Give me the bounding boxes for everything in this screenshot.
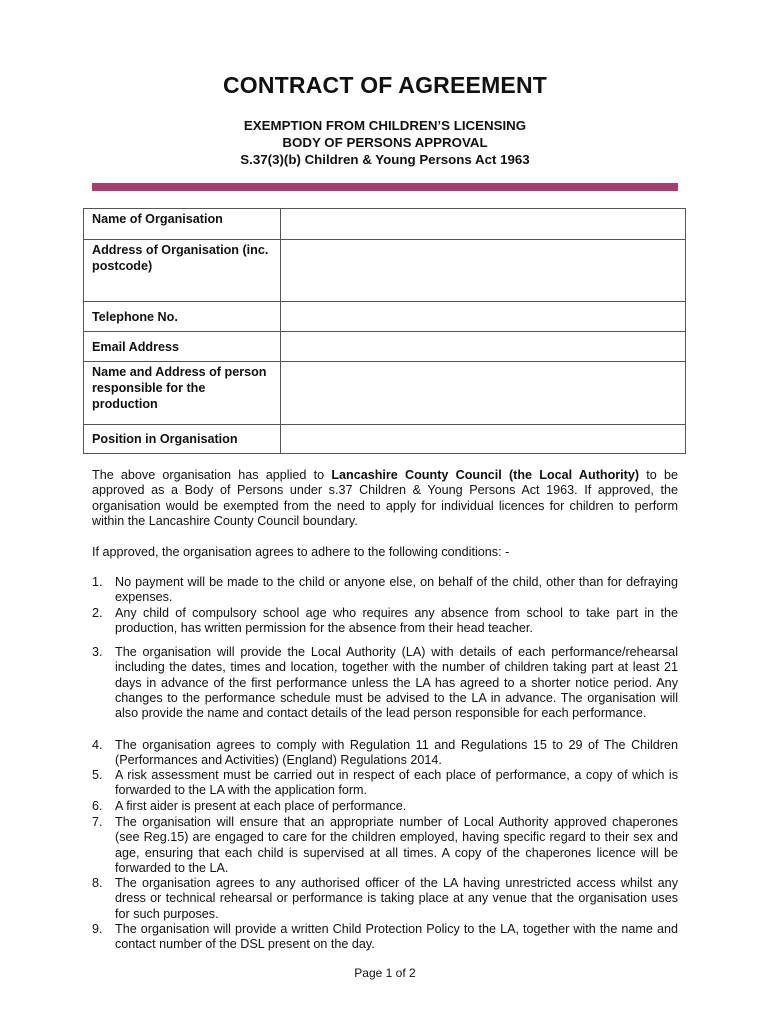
condition-text: The organisation will ensure that an appropriate number of Local Authority approved chaperones (see Reg.15) are engaged to care for the children employed, having specific regard to their sex and age, ensuring that each child is supervised at all times. A copy of the chaperones licence will be forwarded to the LA. (115, 815, 678, 875)
table-row (84, 362, 686, 425)
row-label-address: Address of Organisation (inc. postcode) (84, 240, 281, 302)
condition-number: 9. (92, 922, 103, 936)
conditions-intro: If approved, the organisation agrees to adhere to the following conditions: - (92, 545, 510, 559)
condition-item (92, 768, 678, 799)
intro-text-end: to be approved as a Body of Persons under s.37 Children & Young Persons Act 1963. If approved, the organisation would be exempted from the need to apply for individual licences for children to perform within the Lancashire County Council boundary. (92, 468, 679, 528)
condition-item (92, 606, 678, 637)
row-value-email[interactable] (281, 332, 686, 362)
condition-text: The organisation agrees to comply with Regulation 11 and Regulations 15 to 29 of The Children (Performances and Activities) (England) Regulations 2014. (115, 738, 678, 768)
row-label-position: Position in Organisation (84, 425, 281, 454)
row-label-telephone: Telephone No. (84, 302, 281, 332)
row-value-telephone[interactable] (281, 302, 686, 332)
intro-text-start: The above organisation has applied to (92, 468, 332, 482)
document-title: CONTRACT OF AGREEMENT (222, 72, 548, 98)
subtitle-line-1: EXEMPTION FROM CHILDREN’S LICENSING (243, 118, 527, 133)
condition-number: 7. (92, 815, 103, 829)
condition-item (92, 922, 678, 953)
table-row (84, 332, 686, 362)
condition-item (92, 738, 678, 769)
subtitle-line-2: BODY OF PERSONS APPROVAL (282, 135, 488, 150)
condition-item (92, 575, 678, 606)
row-value-responsible-person[interactable] (281, 362, 686, 425)
condition-text: The organisation agrees to any authorised officer of the LA having unrestricted access whilst any dress or technical rehearsal or performance is taking place at any venue that the organisation uses for such purposes. (115, 876, 678, 921)
table-row (84, 302, 686, 332)
condition-number: 3. (92, 645, 103, 659)
row-label-responsible-person: Name and Address of person responsible for the production (84, 362, 281, 425)
row-label-email: Email Address (84, 332, 281, 362)
row-value-position[interactable] (281, 425, 686, 454)
table-row (84, 240, 686, 302)
condition-text: No payment will be made to the child or anyone else, on behalf of the child, other than for defraying expenses. (115, 575, 678, 605)
row-value-address[interactable] (281, 240, 686, 302)
condition-item (92, 876, 678, 922)
intro-paragraph (92, 468, 678, 529)
condition-text: Any child of compulsory school age who requires any absence from school to take part in the production, has written permission for the absence from their head teacher. (115, 606, 678, 636)
table-row (84, 209, 686, 240)
condition-item (92, 645, 678, 721)
organisation-details-table (83, 208, 686, 454)
condition-number: 5. (92, 768, 103, 782)
table-row (84, 425, 686, 454)
condition-text: A first aider is present at each place of performance. (115, 799, 407, 813)
condition-number: 6. (92, 799, 103, 813)
condition-number: 1. (92, 575, 103, 589)
condition-number: 8. (92, 876, 103, 890)
subtitle-line-3: S.37(3)(b) Children & Young Persons Act 1963 (240, 152, 530, 167)
accent-divider (92, 183, 678, 191)
condition-item (92, 815, 678, 876)
condition-item (92, 799, 678, 814)
row-label-name: Name of Organisation (84, 209, 281, 240)
condition-text: The organisation will provide the Local Authority (LA) with details of each performance/rehearsal including the dates, times and location, together with the number of children taking part at least 21 days in advance of the first performance unless the LA has agreed to a shorter notice period. Any changes to the performance schedule must be advised to the LA in advance. The organisation will also provide the name and contact details of the lead person responsible for each performance. (115, 645, 678, 721)
page-number: Page 1 of 2 (354, 966, 416, 980)
condition-text: The organisation will provide a written Child Protection Policy to the LA, together with the name and contact number of the DSL present on the day. (115, 922, 678, 952)
condition-number: 2. (92, 606, 103, 620)
row-value-name[interactable] (281, 209, 686, 240)
intro-text-authority: Lancashire County Council (the Local Authority) (331, 468, 640, 482)
condition-text: A risk assessment must be carried out in respect of each place of performance, a copy of which is forwarded to the LA with the application form. (115, 768, 678, 798)
condition-number: 4. (92, 738, 103, 752)
